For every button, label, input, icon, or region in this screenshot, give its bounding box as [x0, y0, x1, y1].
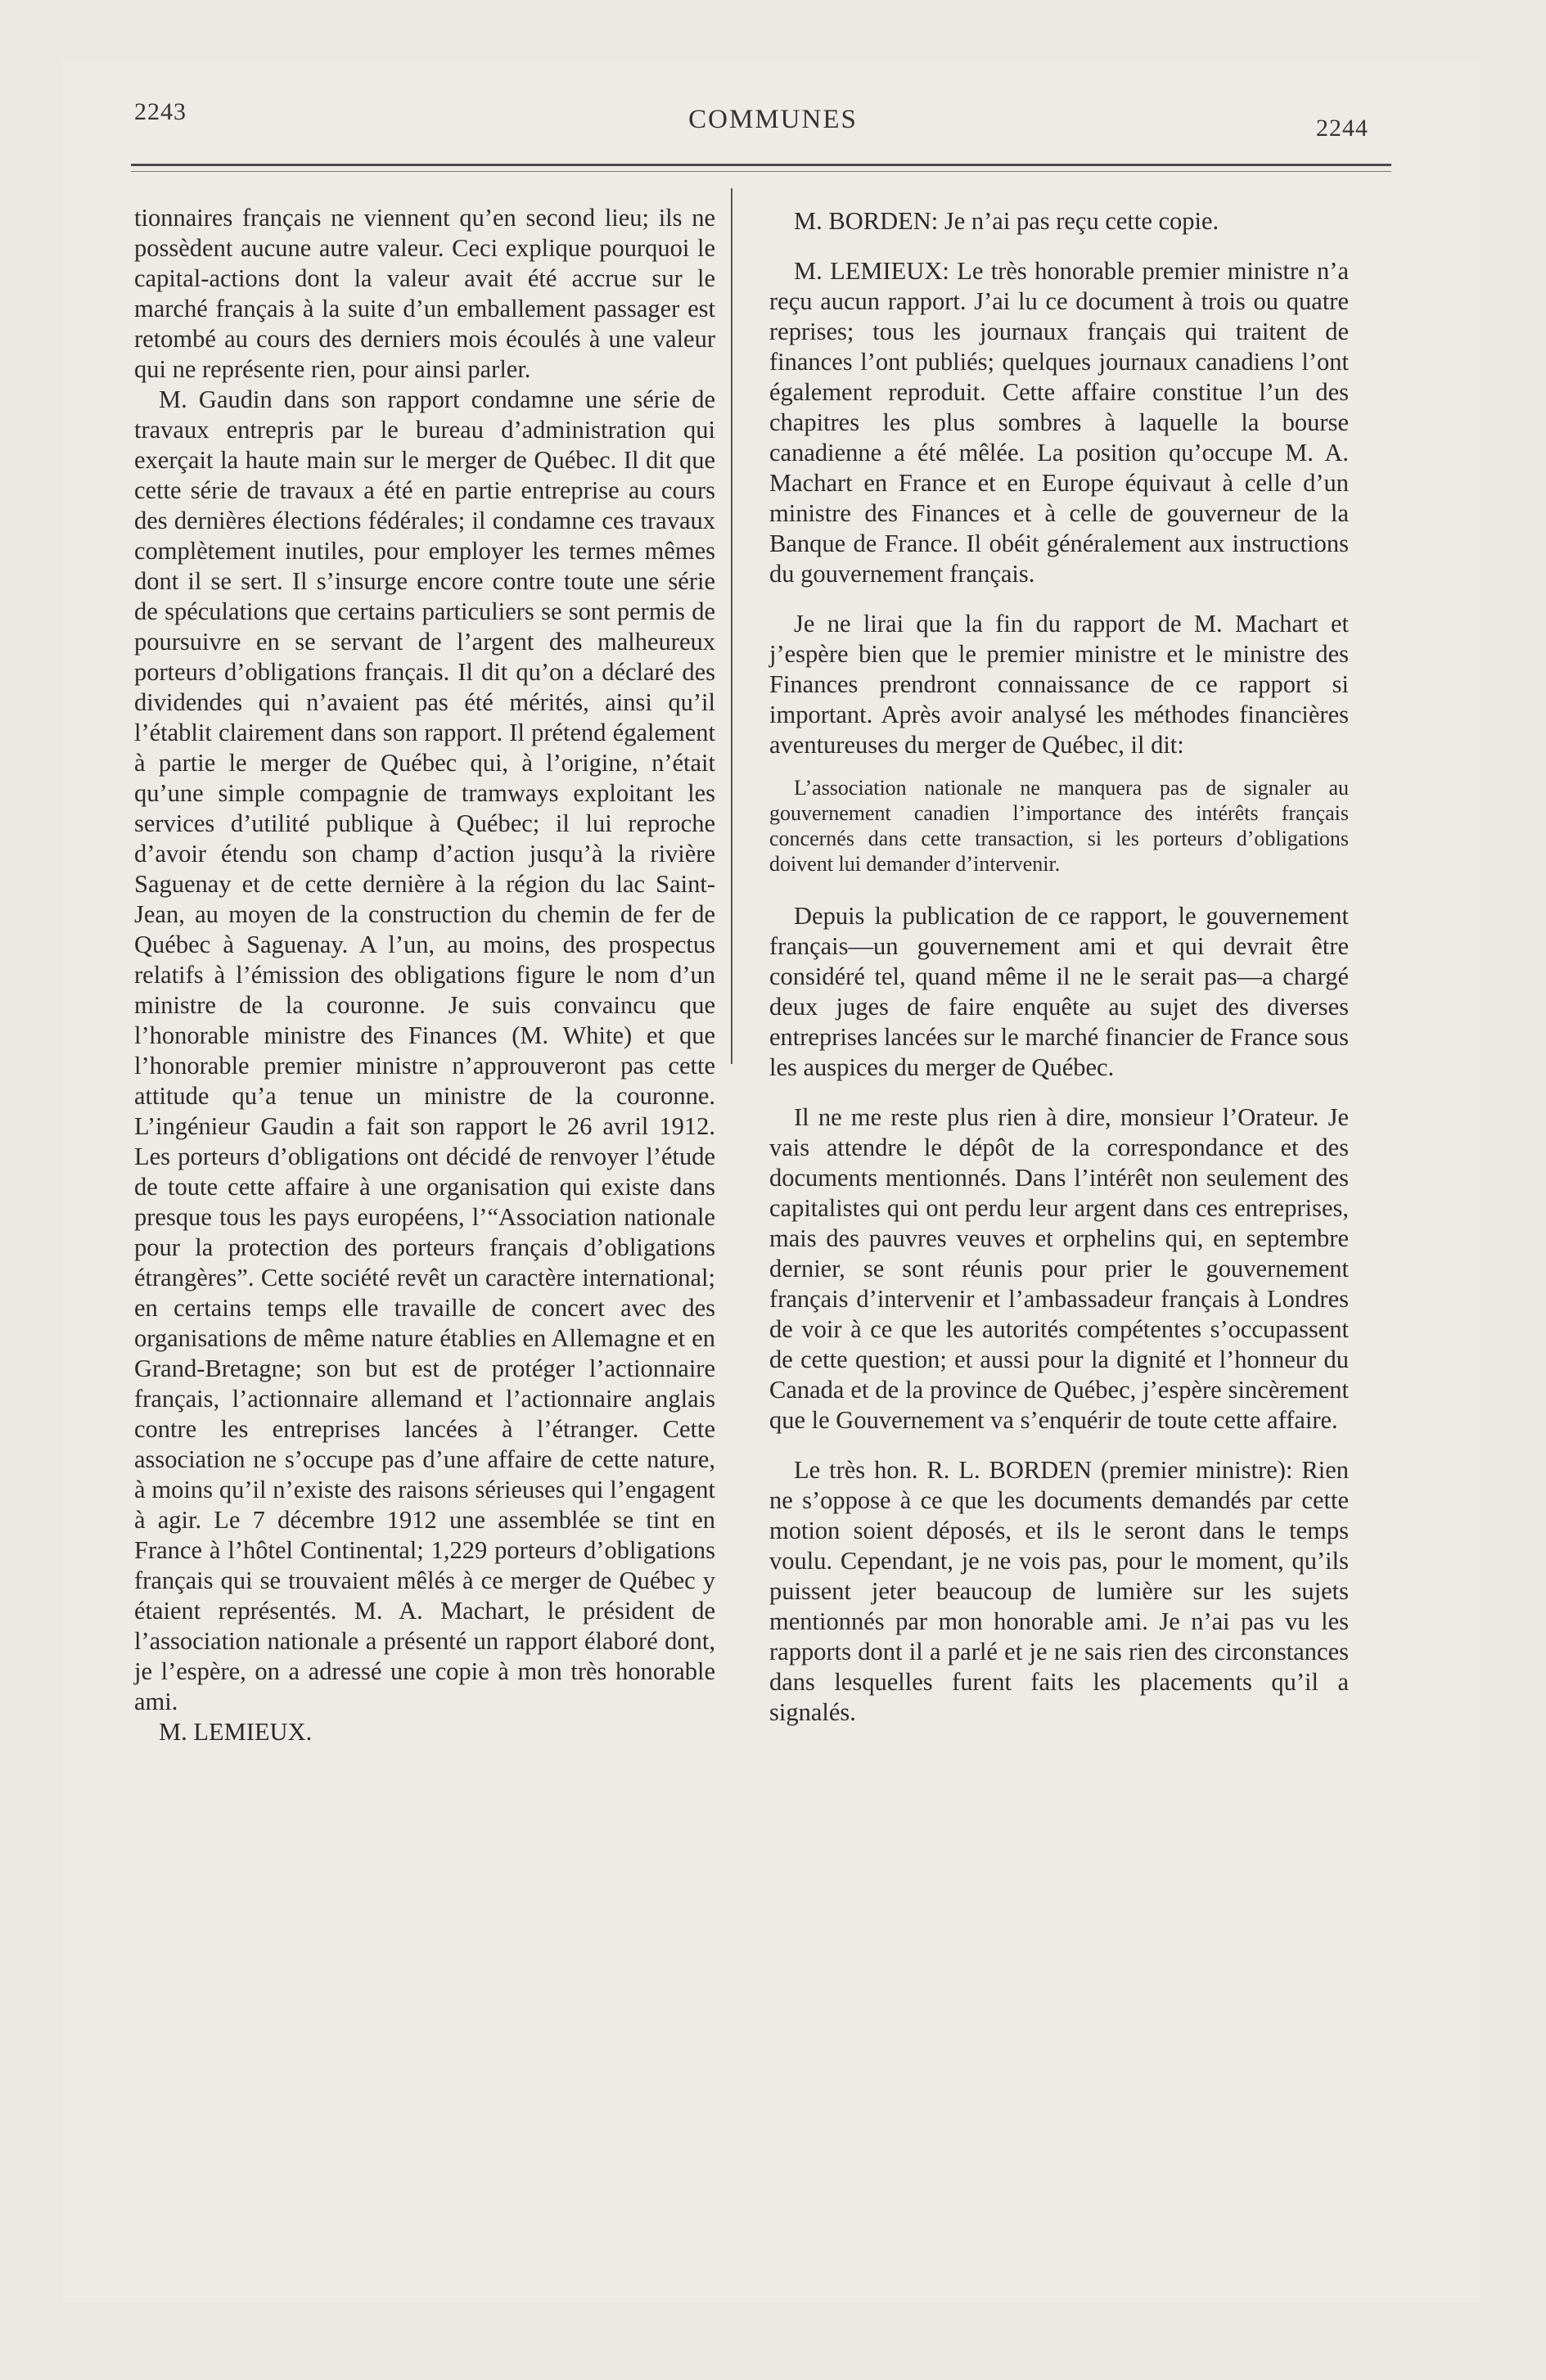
header-rule — [131, 164, 1391, 166]
column-divider — [731, 188, 732, 1064]
running-head-title: COMMUNES — [688, 105, 858, 134]
page-number-left: 2243 — [134, 98, 187, 125]
speaker-signature: M. LEMIEUX. — [159, 1718, 313, 1746]
block-quote: L’association nationale ne manquera pas de signaler au gouvernement canadien l’importance des intérêts français concernés dans cette transaction, si les porteurs d’obligations doivent lui demander d’intervenir. — [769, 776, 1349, 876]
paragraph: M. Gaudin dans son rapport condamne une série de travaux entrepris par le bureau d’administration qui exerçait la haute main sur le merger de Québec. Il dit que cette série de travaux a été en partie entreprise au cours des dernières élections fédérales; il condamne ces travaux complètement inutiles, pour employer les termes mêmes dont il se sert. Il s’insurge encore contre toute une série de spéculations que certains particuliers se sont permis de poursuivre en se servant de l’argent des malheureux porteurs d’obligations français. Il dit qu’on a déclaré des dividendes qui n’avaient pas été mérités, ainsi qu’il l’établit clairement dans son rapport. Il prétend également à partie le merger de Québec qui, à l’origine, n’était qu’une simple compagnie de tramways exploitant les services d’utilité publique à Québec; il lui reproche d’avoir étendu son champ d’action jusqu’à la rivière Saguenay et de cette dernière à la région du lac Saint-Jean, au moyen de la construction du chemin de fer de Québec à Saguenay. A l’un, au moins, des prospectus relatifs à l’émission des obligations figure le nom d’un ministre de la couronne. Je suis convaincu que l’honorable ministre des Finances (M. White) et que l’honorable premier ministre n’approuveront pas cette attitude qu’a tenue un ministre de la couronne. L’ingénieur Gaudin a fait son rapport le 26 avril 1912. Les porteurs d’obligations ont décidé de renvoyer l’étude de toute cette affaire à une organisation qui existe dans presque tous les pays européens, l’“Association nationale pour la protection des porteurs français d’obligations étrangères”. Cette société revêt un caractère international; en certains temps elle travaille de concert avec des organisations de même nature établies en Allemagne et en Grand-Bretagne; son but est de protéger l’actionnaire français, l’actionnaire allemand et l’actionnaire anglais contre les entreprises lancées à l’étranger. Cette association ne s’occupe pas d’une affaire de cette nature, à moins qu’il n’existe des raisons sérieuses qui l’engagent à agir. Le 7 décembre 1912 une assemblée se tint en France à l’hôtel Continental; 1,229 porteurs d’obligations français qui se trouvaient mêlés à ce merger de Québec y étaient représentés. M. A. Machart, le président de l’association nationale a présenté un rapport élaboré dont, je l’espère, on a adressé une copie à mon très honorable ami. — [134, 385, 715, 1715]
left-column — [134, 203, 715, 1747]
header-rule-thin — [131, 171, 1391, 172]
paragraph: tionnaires français ne viennent qu’en second lieu; ils ne possèdent aucune autre valeur. Ceci explique pourquoi le capital-actions dont la valeur avait été accrue sur le marché français à la suite d’un emballement passager est retombé au cours des derniers mois écoulés à une valeur qui ne représente rien, pour ainsi parler. — [134, 204, 715, 383]
paragraph: Il ne me reste plus rien à dire, monsieur l’Orateur. Je vais attendre le dépôt de la correspondance et des documents mentionnés. Dans l’intérêt non seulement des capitalistes qui ont perdu leur argent dans ces entreprises, mais des pauvres veuves et orphelins qui, en septembre dernier, se sont réunis pour prier le gouvernement français d’intervenir et l’ambassadeur français à Londres de voir à ce que les autorités compétentes s’occupassent de cette question; et aussi pour la dignité et l’honneur du Canada et de la province de Québec, j’espère sincèrement que le Gouvernement va s’enquérir de toute cette affaire. — [769, 1103, 1349, 1434]
paragraph-lemieux: M. LEMIEUX: Le très honorable premier ministre n’a reçu aucun rapport. J’ai lu ce document à trois ou quatre reprises; tous les journaux français qui traitent de finances l’ont publiés; quelques journaux canadiens l’ont également reproduit. Cette affaire constitue l’un des chapitres les plus sombres à laquelle la bourse canadienne a été mêlée. La position qu’occupe M. A. Machart en France et en Europe équivaut à celle d’un ministre des Finances et à celle de gouverneur de la Banque de France. Il obéit généralement aux instructions du gouvernement français. — [769, 257, 1349, 588]
paragraph-borden-response: Le très hon. R. L. BORDEN (premier ministre): Rien ne s’oppose à ce que les documents demandés par cette motion soient déposés, et ils le seront dans le temps voulu. Cependant, je ne vois pas, pour le moment, qu’ils puissent jeter beaucoup de lumière sur les sujets mentionnés par mon honorable ami. Je n’ai pas vu les rapports dont il a parlé et je ne sais rien des circonstances dans lesquelles furent faits les placements qu’il a signalés. — [769, 1456, 1349, 1726]
paragraph: Je ne lirai que la fin du rapport de M. Machart et j’espère bien que le premier ministre et le ministre des Finances prendront connaissance de ce rapport si important. Après avoir analysé les méthodes financières aventureuses du merger de Québec, il dit: — [769, 610, 1349, 759]
right-column — [769, 206, 1349, 1728]
page-number-right: 2244 — [1316, 115, 1368, 142]
paragraph: Depuis la publication de ce rapport, le gouvernement français—un gouvernement ami et qui devrait être considéré tel, quand même il ne le serait pas—a chargé deux juges de faire enquête au sujet des diverses entreprises lancées sur le marché financier de France sous les auspices du merger de Québec. — [769, 902, 1349, 1081]
paragraph-borden-reply: M. BORDEN: Je n’ai pas reçu cette copie. — [794, 207, 1219, 235]
